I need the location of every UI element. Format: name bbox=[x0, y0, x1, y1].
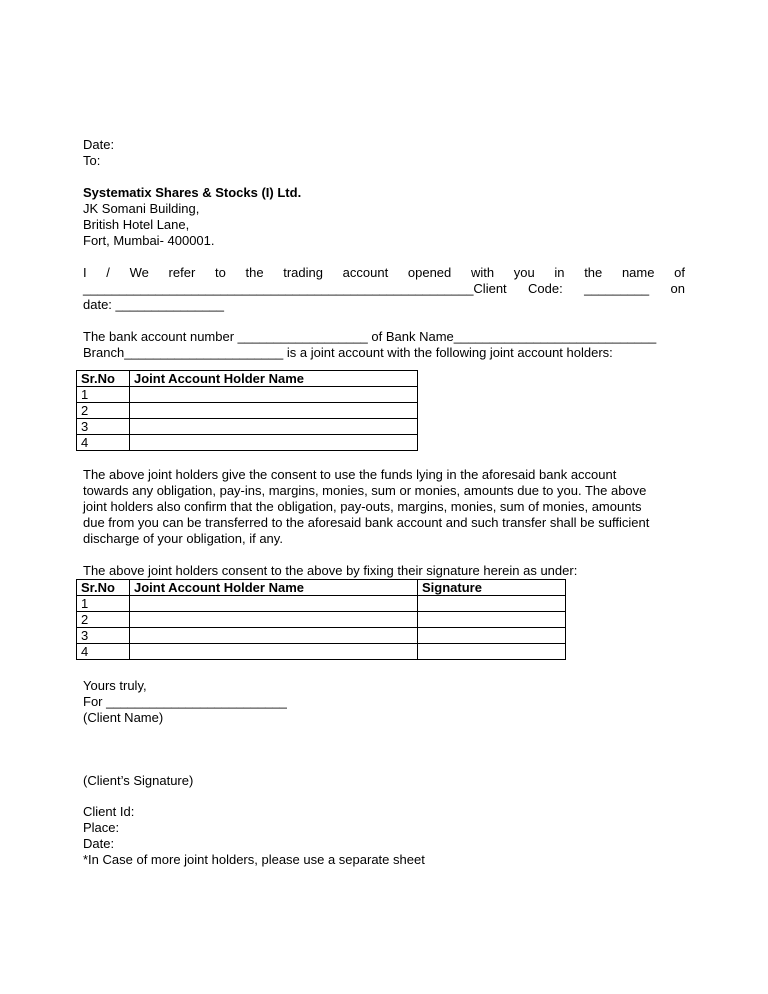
yours-truly: Yours truly, bbox=[83, 678, 147, 693]
signature-header: Signature bbox=[418, 580, 566, 596]
sr-no-header: Sr.No bbox=[77, 580, 130, 596]
for-line: For _________________________ bbox=[83, 694, 287, 709]
intro-line-1: I / We refer to the trading account opened with you in the name of bbox=[83, 265, 685, 280]
holder-name-cell bbox=[130, 644, 418, 660]
row-number: 2 bbox=[77, 612, 130, 628]
closing-date-label: Date: bbox=[83, 836, 115, 851]
bank-line-2: Branch______________________ is a joint account with the following joint account holders: bbox=[83, 345, 613, 360]
client-signature-label: (Client’s Signature) bbox=[83, 773, 194, 788]
table-row bbox=[77, 419, 418, 435]
signature-table bbox=[76, 579, 566, 660]
address-line-1: JK Somani Building, bbox=[83, 201, 200, 216]
consent-line-2: towards any obligation, pay-ins, margins, monies, sum or monies, amounts due to you. The above bbox=[83, 483, 647, 498]
holder-name-header: Joint Account Holder Name bbox=[130, 580, 418, 596]
intro-line-2: ______________________________________________________Client Code: _________ on bbox=[83, 281, 685, 296]
row-number: 4 bbox=[77, 644, 130, 660]
signature-intro: The above joint holders consent to the above by fixing their signature herein as under: bbox=[83, 563, 578, 578]
row-number: 3 bbox=[77, 628, 130, 644]
consent-line-4: due from you can be transferred to the aforesaid bank account and such transfer shall be sufficient bbox=[83, 515, 650, 530]
bank-line-1: The bank account number __________________ of Bank Name____________________________ bbox=[83, 329, 657, 344]
joint-holders-table bbox=[76, 370, 418, 451]
row-number: 1 bbox=[77, 387, 130, 403]
address-line-2: British Hotel Lane, bbox=[83, 217, 190, 232]
place-label: Place: bbox=[83, 820, 120, 835]
row-number: 3 bbox=[77, 419, 130, 435]
company-name: Systematix Shares & Stocks (I) Ltd. bbox=[83, 185, 302, 200]
signature-cell bbox=[418, 612, 566, 628]
consent-line-3: joint holders also confirm that the obligation, pay-outs, margins, monies, sum of monies, amounts bbox=[83, 499, 642, 514]
holder-name-cell bbox=[130, 628, 418, 644]
row-number: 2 bbox=[77, 403, 130, 419]
table-row bbox=[77, 435, 418, 451]
table-row bbox=[77, 628, 566, 644]
consent-line-5: discharge of your obligation, if any. bbox=[83, 531, 283, 546]
sr-no-header: Sr.No bbox=[77, 371, 130, 387]
client-name-label: (Client Name) bbox=[83, 710, 164, 725]
letter-page bbox=[83, 137, 685, 868]
client-id-label: Client Id: bbox=[83, 804, 135, 819]
table-row bbox=[77, 644, 566, 660]
row-number: 1 bbox=[77, 596, 130, 612]
holder-name-cell bbox=[130, 387, 418, 403]
holder-name-cell bbox=[130, 403, 418, 419]
signature-cell bbox=[418, 644, 566, 660]
holder-name-cell bbox=[130, 419, 418, 435]
table-header-row bbox=[77, 371, 418, 387]
signature-cell bbox=[418, 596, 566, 612]
table-row bbox=[77, 596, 566, 612]
date-label: Date: bbox=[83, 137, 115, 152]
table-row bbox=[77, 387, 418, 403]
to-label: To: bbox=[83, 153, 101, 168]
holder-name-cell bbox=[130, 435, 418, 451]
signature-cell bbox=[418, 628, 566, 644]
holder-name-cell bbox=[130, 596, 418, 612]
table-row bbox=[77, 612, 566, 628]
holder-name-cell bbox=[130, 612, 418, 628]
footnote: *In Case of more joint holders, please use a separate sheet bbox=[83, 852, 425, 867]
table-header-row bbox=[77, 580, 566, 596]
holder-name-header: Joint Account Holder Name bbox=[130, 371, 418, 387]
row-number: 4 bbox=[77, 435, 130, 451]
intro-line-3: date: _______________ bbox=[83, 297, 224, 312]
table-row bbox=[77, 403, 418, 419]
consent-line-1: The above joint holders give the consent to use the funds lying in the aforesaid bank account bbox=[83, 467, 617, 482]
address-line-3: Fort, Mumbai- 400001. bbox=[83, 233, 215, 248]
